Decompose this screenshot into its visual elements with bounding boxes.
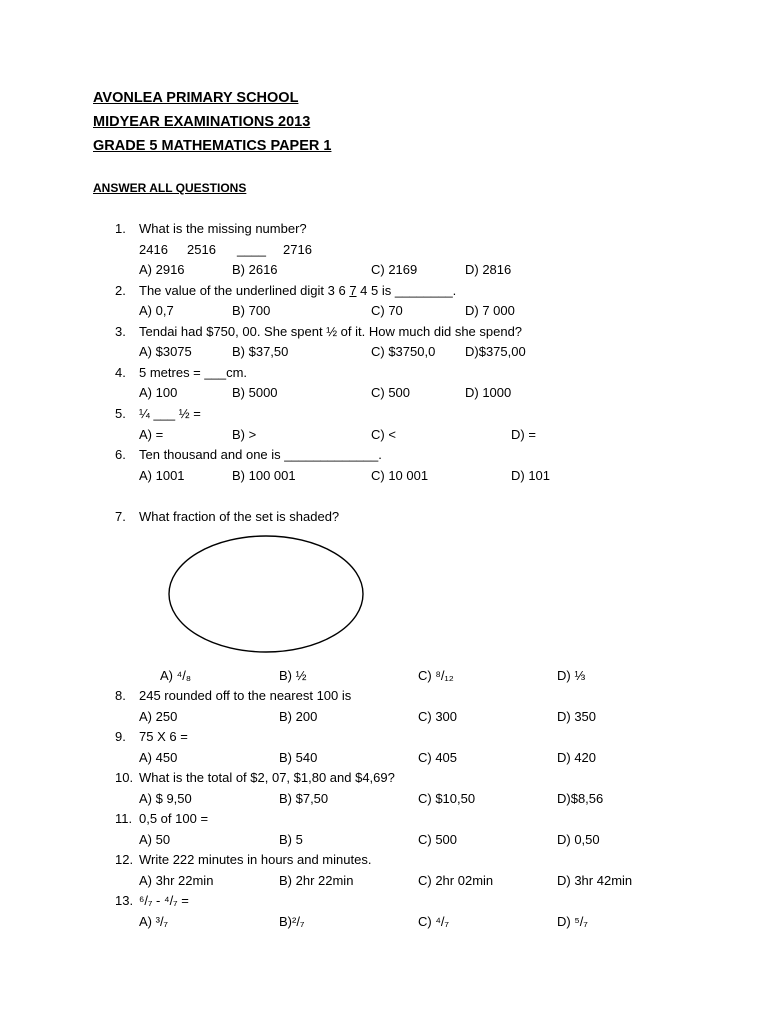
option-a: A) $3075 — [139, 344, 192, 359]
option-d: D) 7 000 — [465, 303, 515, 318]
option-b: B) 5000 — [232, 385, 278, 400]
question-number: 4. — [115, 365, 126, 380]
question-number: 7. — [115, 509, 126, 524]
question-text: Tendai had $750, 00. She spent ½ of it. How much did she spend? — [139, 324, 523, 339]
question-number: 11. — [115, 811, 133, 826]
question-number: 8. — [115, 688, 126, 703]
question-text: ⁶/₇ - ⁴/₇ = — [139, 893, 189, 908]
option-b: B) 2616 — [232, 262, 278, 277]
option-c: C) ⁸/₁₂ — [418, 668, 454, 683]
option-b: B) $7,50 — [279, 791, 329, 806]
option-d: D) 420 — [557, 750, 597, 765]
option-a: A) 3hr 22min — [139, 873, 214, 888]
question-number: 1. — [115, 221, 126, 236]
question-text: What fraction of the set is shaded? — [139, 509, 340, 524]
option-b: B) 700 — [232, 303, 271, 318]
paper-title: GRADE 5 MATHEMATICS PAPER 1 — [93, 138, 332, 154]
school-name: AVONLEA PRIMARY SCHOOL — [93, 90, 299, 106]
option-c: C) 300 — [418, 709, 458, 724]
option-c: C) $3750,0 — [371, 344, 436, 359]
option-d: D) ⅓ — [557, 668, 586, 683]
option-c: C) 2hr 02min — [418, 873, 494, 888]
question-text: 245 rounded off to the nearest 100 is — [139, 688, 352, 703]
option-a: A) ⁴/₈ — [160, 668, 192, 683]
option-b: B) 100 001 — [232, 468, 296, 483]
option-a: A) 0,7 — [139, 303, 174, 318]
option-a: A) 100 — [139, 385, 178, 400]
question-text: 0,5 of 100 = — [139, 811, 209, 826]
underlined-digit: 7 — [349, 283, 357, 298]
sequence-item: 2716 — [283, 242, 312, 257]
option-d: D)$8,56 — [557, 791, 604, 806]
option-d: D) = — [511, 427, 536, 442]
option-b: B) 200 — [279, 709, 318, 724]
option-b: B) 2hr 22min — [279, 873, 354, 888]
option-a: A) 2916 — [139, 262, 185, 277]
question-number: 9. — [115, 729, 126, 744]
option-c: C) 405 — [418, 750, 458, 765]
question-text: What is the missing number? — [139, 221, 307, 236]
option-d: D) 2816 — [465, 262, 512, 277]
question-number: 3. — [115, 324, 126, 339]
question-number: 13. — [115, 893, 134, 908]
question-number: 10. — [115, 770, 134, 785]
question-text: The value of the underlined digit 3 6 7 4 5 is ________. — [139, 283, 457, 298]
option-c: C) 10 001 — [371, 468, 429, 483]
exam-title: MIDYEAR EXAMINATIONS 2013 — [93, 114, 311, 130]
option-d: D) 3hr 42min — [557, 873, 633, 888]
option-d: D) ⁵/₇ — [557, 914, 588, 929]
question-text: Write 222 minutes in hours and minutes. — [139, 852, 372, 867]
set-ellipse — [166, 533, 366, 655]
option-d: D) 350 — [557, 709, 597, 724]
option-b: B) 540 — [279, 750, 318, 765]
option-c: C) < — [371, 427, 396, 442]
option-a: A) = — [139, 427, 164, 442]
option-a: A) $ 9,50 — [139, 791, 192, 806]
option-a: A) 50 — [139, 832, 171, 847]
question-number: 12. — [115, 852, 134, 867]
option-c: C) 500 — [371, 385, 411, 400]
question-text: 75 X 6 = — [139, 729, 188, 744]
option-d: D) 1000 — [465, 385, 512, 400]
option-a: A) 250 — [139, 709, 178, 724]
question-number: 5. — [115, 406, 126, 421]
option-d: D) 101 — [511, 468, 551, 483]
option-c: C) ⁴/₇ — [418, 914, 449, 929]
question-text: ¼ ___ ½ = — [139, 406, 201, 421]
option-b: B) > — [232, 427, 257, 442]
option-c: C) 2169 — [371, 262, 418, 277]
option-d: D) 0,50 — [557, 832, 600, 847]
question-text: What is the total of $2, 07, $1,80 and $4,69? — [139, 770, 395, 785]
option-d: D)$375,00 — [465, 344, 526, 359]
option-a: A) 450 — [139, 750, 178, 765]
sequence-item: 2516 — [187, 242, 216, 257]
option-a: A) ³/₇ — [139, 914, 169, 929]
option-b: B) 5 — [279, 832, 303, 847]
option-c: C) 70 — [371, 303, 403, 318]
option-b: B)²/₇ — [279, 914, 305, 929]
option-a: A) 1001 — [139, 468, 185, 483]
option-b: B) ½ — [279, 668, 307, 683]
question-text: 5 metres = ___cm. — [139, 365, 248, 380]
question-number: 2. — [115, 283, 126, 298]
option-b: B) $37,50 — [232, 344, 289, 359]
sequence-blank: ____ — [237, 242, 266, 257]
option-c: C) 500 — [418, 832, 458, 847]
sequence-item: 2416 — [139, 242, 168, 257]
question-number: 6. — [115, 447, 126, 462]
question-text: Ten thousand and one is _____________. — [139, 447, 382, 462]
option-c: C) $10,50 — [418, 791, 476, 806]
instruction: ANSWER ALL QUESTIONS — [93, 181, 247, 195]
